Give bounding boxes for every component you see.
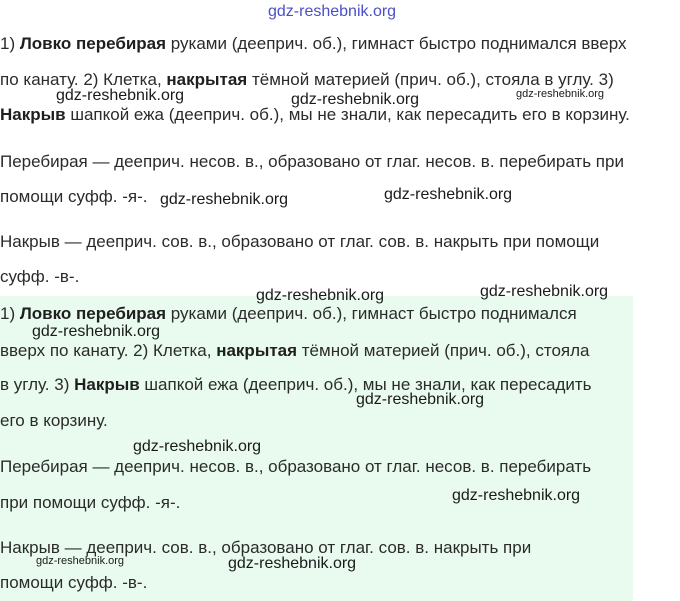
text-line: помощи суфф. -я-. <box>0 187 148 206</box>
text-line: Накрыв шапкой ежа (дееприч. об.), мы не знали, как пересадить его в корзину. <box>0 105 630 124</box>
watermark: gdz-reshebnik.org <box>160 191 289 208</box>
watermark: gdz-reshebnik.org <box>356 391 485 408</box>
text-line: Перебирая — дееприч. несов. в., образовано от глаг. несов. в. перебирать при <box>0 152 624 171</box>
watermark: gdz-reshebnik.org <box>36 555 125 567</box>
text-line: его в корзину. <box>0 411 108 430</box>
text-line: 1) Ловко перебирая руками (дееприч. об.), гимнаст быстро поднимался <box>0 304 577 323</box>
watermark: gdz-reshebnik.org <box>32 323 161 340</box>
watermark: gdz-reshebnik.org <box>56 87 185 104</box>
watermark: gdz-reshebnik.org <box>228 555 357 572</box>
text-line: суфф. -в-. <box>0 267 80 286</box>
text-line: Накрыв — дееприч. сов. в., образовано от глаг. сов. в. накрыть при <box>0 538 532 557</box>
watermark: gdz-reshebnik.org <box>384 186 513 203</box>
text-line: 1) Ловко перебирая руками (дееприч. об.), гимнаст быстро поднимался вверх <box>0 34 627 53</box>
text-line: по канату. 2) Клетка, накрытая тёмной материей (прич. об.), стояла в углу. 3) <box>0 70 614 89</box>
watermark: gdz-reshebnik.org <box>480 283 609 300</box>
text-line: Перебирая — дееприч. несов. в., образовано от глаг. несов. в. перебирать <box>0 457 592 476</box>
watermark: gdz-reshebnik.org <box>268 3 397 20</box>
watermark: gdz-reshebnik.org <box>133 438 262 455</box>
watermark: gdz-reshebnik.org <box>256 287 385 304</box>
text-line: при помощи суфф. -я-. <box>0 493 181 512</box>
watermark: gdz-reshebnik.org <box>516 88 605 100</box>
text-line: вверх по канату. 2) Клетка, накрытая тёмной материей (прич. об.), стояла <box>0 341 590 360</box>
watermark: gdz-reshebnik.org <box>452 487 581 504</box>
text-line: помощи суфф. -в-. <box>0 573 148 592</box>
text-line: в углу. 3) Накрыв шапкой ежа (дееприч. об.), мы не знали, как пересадить <box>0 375 592 394</box>
watermark: gdz-reshebnik.org <box>291 91 420 108</box>
text-line: Накрыв — дееприч. сов. в., образовано от глаг. сов. в. накрыть при помощи <box>0 232 600 251</box>
